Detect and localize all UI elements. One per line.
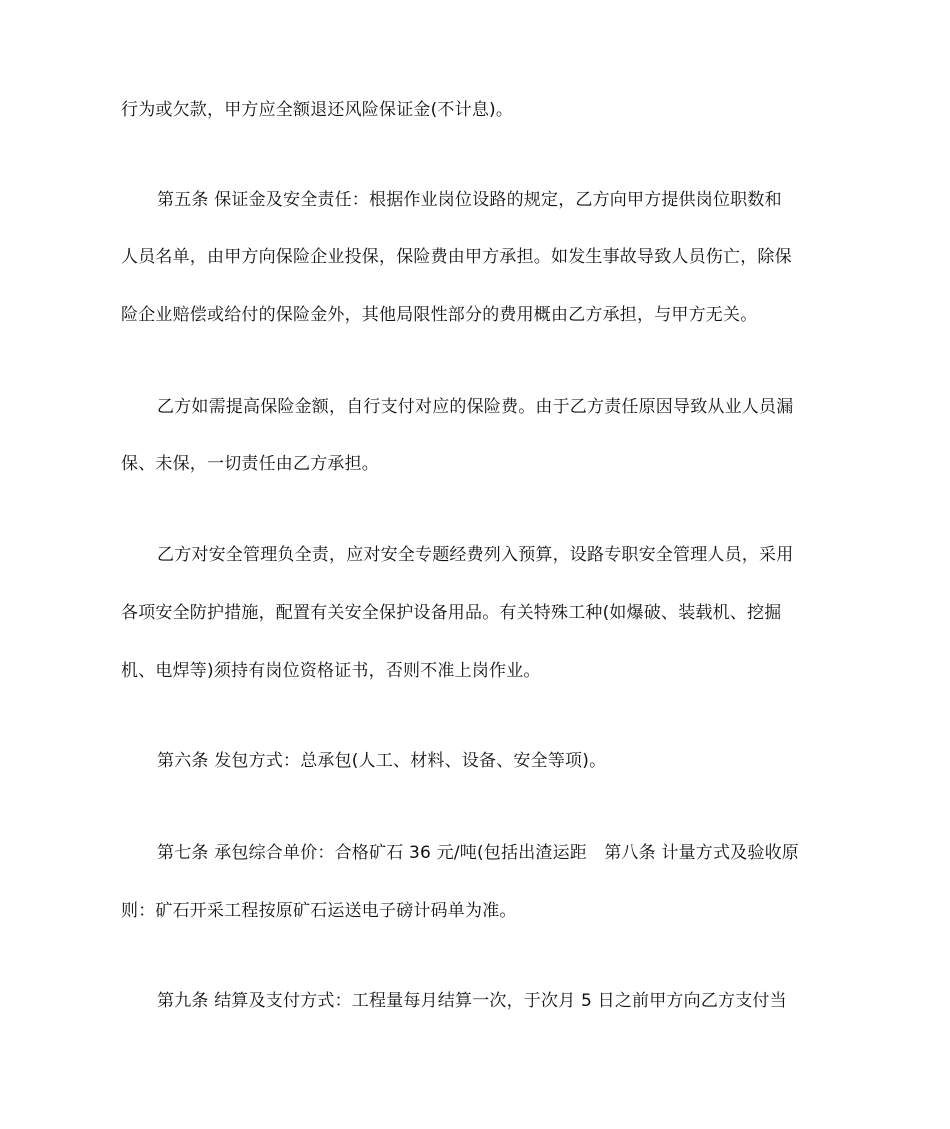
text-line: 则：矿石开采工程按原矿石运送电子磅计码单为准。 — [121, 901, 517, 921]
text-line: 第九条 结算及支付方式：工程量每月结算一次，于次月 5 日之前甲方向乙方支付当 — [157, 991, 787, 1011]
text-line: 各项安全防护措施，配置有关安全保护设备用品。有关特殊工种(如爆破、装载机、挖掘 — [121, 603, 782, 623]
text-line: 机、电焊等)须持有岗位资格证书，否则不准上岗作业。 — [121, 661, 541, 681]
text-line: 第七条 承包综合单价：合格矿石 36 元/吨(包括出渣运距 第八条 计量方式及验收原 — [157, 843, 800, 863]
text-line: 乙方如需提高保险金额，自行支付对应的保险费。由于乙方责任原因导致从业人员漏 — [157, 397, 794, 417]
text-line: 乙方对安全管理负全责，应对安全专题经费列入预算，设路专职安全管理人员，采用 — [157, 545, 794, 565]
text-line: 人员名单，由甲方向保险企业投保，保险费由甲方承担。如发生事故导致人员伤亡，除保 — [121, 247, 792, 267]
text-line: 第六条 发包方式：总承包(人工、材料、设备、安全等项)。 — [157, 751, 607, 771]
text-line: 保、未保，一切责任由乙方承担。 — [121, 454, 379, 474]
text-line: 行为或欠款，甲方应全额退还风险保证金(不计息)。 — [121, 100, 514, 120]
text-line: 第五条 保证金及安全责任：根据作业岗位设路的规定，乙方向甲方提供岗位职数和 — [157, 190, 782, 210]
text-line: 险企业赔偿或给付的保险金外，其他局限性部分的费用概由乙方承担，与甲方无关。 — [121, 305, 758, 325]
